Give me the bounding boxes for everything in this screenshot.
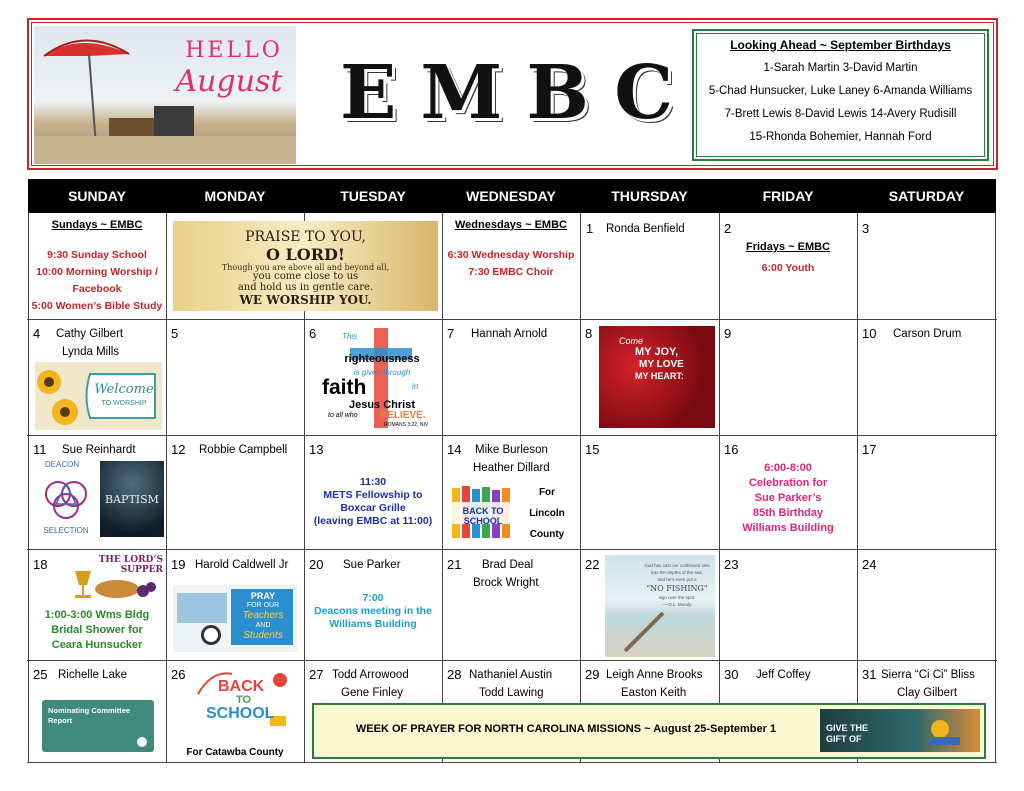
grid-line xyxy=(166,213,167,762)
grid-line xyxy=(857,213,858,762)
birthday-name: Nathaniel Austin xyxy=(469,669,553,681)
event-line: Deacons meeting in the xyxy=(314,605,432,617)
day-number: 7 xyxy=(447,326,455,341)
pray-line: Students xyxy=(243,630,283,641)
welcome-image xyxy=(35,362,162,430)
grid-line xyxy=(27,435,997,436)
day-number: 24 xyxy=(862,557,877,572)
birthday-name: Richelle Lake xyxy=(58,669,128,681)
missions-offering-line: GIVE THE xyxy=(826,723,869,733)
friday-schedule-line: 6:00 Youth xyxy=(761,262,815,274)
event-line: For xyxy=(538,487,556,498)
praise-line: O LORD! xyxy=(266,245,345,264)
pray-line: AND xyxy=(255,622,271,629)
birthday-name: Hannah Arnold xyxy=(471,328,548,340)
day-header-saturday: SATURDAY xyxy=(857,179,996,213)
event-line: 1:00-3:00 Wms Bldg xyxy=(44,609,150,621)
day-number: 17 xyxy=(862,442,877,457)
day-number: 28 xyxy=(447,667,462,682)
sunday-schedule-line: 10:00 Morning Worship / xyxy=(36,266,158,278)
lords-supper-image xyxy=(57,555,163,605)
day-number: 4 xyxy=(33,326,41,341)
roses-image xyxy=(599,326,715,428)
praise-line: Though you are above all and beyond all, xyxy=(221,263,390,272)
august-text: August xyxy=(175,64,283,99)
event-line: Williams Building xyxy=(742,522,834,534)
day-number: 15 xyxy=(585,442,600,457)
day-number: 13 xyxy=(309,442,324,457)
birthday-name: Gene Finley xyxy=(341,687,404,699)
birthday-name: Brock Wright xyxy=(473,577,539,589)
day-number: 23 xyxy=(724,557,739,572)
birthday-name: Todd Lawing xyxy=(479,687,544,699)
praise-line: you come close to us xyxy=(252,271,359,282)
wednesday-schedule-line: 6:30 Wednesday Worship xyxy=(447,249,575,261)
no-fishing-line: into the depths of the sea, xyxy=(651,570,703,575)
grid-line xyxy=(995,213,996,762)
faith-line: righteousness xyxy=(344,353,420,365)
day-number: 9 xyxy=(724,326,732,341)
day-number: 29 xyxy=(585,667,600,682)
event-line: (leaving EMBC at 11:00) xyxy=(313,515,433,527)
nominating-committee-image xyxy=(42,700,154,752)
baptism-image xyxy=(100,461,164,537)
day-number: 3 xyxy=(862,221,870,236)
sunday-schedule-line: Facebook xyxy=(72,283,122,295)
day-number: 31 xyxy=(862,667,877,682)
day-number: 12 xyxy=(171,442,186,457)
birthday-name: Easton Keith xyxy=(621,687,687,699)
birthday-name: Jeff Coffey xyxy=(756,669,811,681)
sunday-schedule-line: 5:00 Women’s Bible Study xyxy=(31,300,163,312)
day-number: 14 xyxy=(447,442,462,457)
pray-line: Teachers xyxy=(242,610,284,621)
praise-line: WE WORSHIP YOU. xyxy=(239,293,372,307)
event-line: METS Fellowship to xyxy=(323,489,423,501)
faith-line: BELIEVE. xyxy=(380,410,426,421)
birthday-line: 15-Rhonda Bohemier, Hannah Ford xyxy=(749,131,932,143)
welcome-sub-text: TO WORSHIP xyxy=(101,400,147,407)
day-number: 18 xyxy=(33,557,48,572)
event-line: Bridal Shower for xyxy=(51,624,143,636)
birthday-name: Leigh Anne Brooks xyxy=(606,669,703,681)
day-number: 6 xyxy=(309,326,317,341)
day-number: 10 xyxy=(862,326,877,341)
day-number: 26 xyxy=(171,667,186,682)
faith-line: to all who xyxy=(328,412,358,419)
pray-line: PRAY xyxy=(250,591,276,601)
grid-line xyxy=(28,213,29,762)
day-number: 19 xyxy=(171,557,186,572)
welcome-text: Welcome xyxy=(94,382,154,397)
pray-for-teachers-image xyxy=(173,585,297,652)
day-header-monday: MONDAY xyxy=(166,179,304,213)
event-line: Ceara Hunsucker xyxy=(51,639,143,651)
event-line: For Catawba County xyxy=(186,747,284,758)
no-fishing-line: "NO FISHING" xyxy=(646,584,708,593)
event-line: Lincoln xyxy=(529,508,565,519)
praise-line: and hold us in gentle care. xyxy=(237,282,374,293)
day-number: 20 xyxy=(309,557,324,572)
birthday-name: Sue Parker xyxy=(343,559,401,571)
praise-line: PRAISE TO YOU, xyxy=(245,229,366,245)
no-fishing-image xyxy=(605,555,715,657)
no-fishing-line: sign over the spot. xyxy=(658,595,696,600)
grid-line xyxy=(27,660,997,661)
deacon-text: DEACON xyxy=(44,460,80,469)
event-line: 11:30 xyxy=(359,476,387,488)
faith-line: Jesus Christ xyxy=(348,399,416,411)
event-line: 6:00-8:00 xyxy=(764,462,812,474)
nominating-committee-text: Nominating Committee Report xyxy=(48,706,131,725)
faith-image xyxy=(322,326,439,430)
day-number: 21 xyxy=(447,557,462,572)
day-number: 1 xyxy=(586,221,594,236)
day-number: 8 xyxy=(585,326,593,341)
birthday-name: Cathy Gilbert xyxy=(56,328,124,340)
birthday-line: 1-Sarah Martin 3-David Martin xyxy=(763,62,918,74)
birthday-name: Todd Arrowood xyxy=(332,669,409,681)
praise-image xyxy=(173,221,438,311)
back-to-school-text: BACK TO SCHOOL xyxy=(462,506,504,526)
selection-text: SELECTION xyxy=(43,526,89,535)
deacon-selection-image xyxy=(36,458,96,538)
missions-offering-line: GIFT OF xyxy=(826,734,862,744)
grid-line xyxy=(27,549,997,550)
faith-line: faith xyxy=(322,376,367,399)
wednesday-schedule-line: 7:30 EMBC Choir xyxy=(468,266,554,278)
birthdays-heading: Looking Ahead ~ September Birthdays xyxy=(730,38,951,52)
day-header-sunday: SUNDAY xyxy=(28,179,166,213)
event-line: County xyxy=(529,529,565,540)
grid-line xyxy=(442,213,443,762)
roses-line: MY JOY, xyxy=(635,346,679,358)
sunday-schedule-line: 9:30 Sunday School xyxy=(47,249,147,261)
sundays-heading: Sundays ~ EMBC xyxy=(51,219,143,231)
event-line: Williams Building xyxy=(329,618,417,630)
page-title: EMBC xyxy=(340,50,698,136)
grid-line xyxy=(580,213,581,762)
hello-text: HELLO xyxy=(185,38,283,63)
birthday-name: Harold Caldwell Jr xyxy=(195,559,289,571)
birthday-line: 5-Chad Hunsucker, Luke Laney 6-Amanda Williams xyxy=(708,85,973,97)
day-number: 25 xyxy=(33,667,48,682)
birthday-name: Robbie Campbell xyxy=(199,444,288,456)
birthday-name: Sue Reinhardt xyxy=(62,444,136,456)
event-line: 7:00 xyxy=(362,592,384,604)
day-number: 30 xyxy=(724,667,739,682)
back-to-school-image xyxy=(450,484,516,542)
day-header-tuesday: TUESDAY xyxy=(304,179,442,213)
day-number: 2 xyxy=(724,221,732,236)
lords-supper-text: THE LORD’S SUPPER xyxy=(98,555,163,575)
birthday-name: Heather Dillard xyxy=(473,462,550,474)
bts-line: TO xyxy=(236,694,252,706)
bts-line: SCHOOL xyxy=(206,705,275,722)
birthday-name: Ronda Benfield xyxy=(606,223,685,235)
day-header-wednesday: WEDNESDAY xyxy=(442,179,580,213)
birthday-name: Carson Drum xyxy=(893,328,962,340)
birthday-name: Brad Deal xyxy=(482,559,534,571)
hello-august-image xyxy=(34,26,296,164)
wednesdays-heading: Wednesdays ~ EMBC xyxy=(455,219,567,231)
day-header-thursday: THURSDAY xyxy=(580,179,719,213)
birthday-name: Clay Gilbert xyxy=(897,687,958,699)
faith-line: This xyxy=(342,332,358,341)
missions-offering-image xyxy=(820,709,980,752)
faith-line: is given through xyxy=(353,368,411,377)
roses-line: Come xyxy=(619,336,644,346)
event-line: Celebration for xyxy=(748,477,828,489)
baptism-text: BAPTISM xyxy=(105,493,159,506)
event-line: Boxcar Grille xyxy=(340,502,406,514)
day-number: 22 xyxy=(585,557,600,572)
day-header-friday: FRIDAY xyxy=(719,179,857,213)
roses-line: MY HEART: xyxy=(635,371,684,381)
fridays-heading: Fridays ~ EMBC xyxy=(745,241,831,253)
event-line: 85th Birthday xyxy=(752,507,824,519)
no-fishing-line: — D.L. Moody xyxy=(662,602,692,607)
grid-line xyxy=(27,319,997,320)
bts-line: BACK xyxy=(218,678,265,695)
faith-line: in xyxy=(412,382,419,391)
day-number: 5 xyxy=(171,326,179,341)
birthday-name: Mike Burleson xyxy=(475,444,548,456)
back-to-school-image xyxy=(192,664,296,736)
birthday-name: Lynda Mills xyxy=(62,346,120,358)
day-number: 16 xyxy=(724,442,739,457)
faith-line: ROMANS 3:22, NIV xyxy=(384,422,429,428)
birthday-line: 7-Brett Lewis 8-David Lewis 14-Avery Rudisill xyxy=(724,108,957,120)
grid-line xyxy=(27,762,997,763)
day-number: 11 xyxy=(33,442,47,457)
pray-line: FOR OUR xyxy=(246,602,280,609)
no-fishing-line: and he's even put a xyxy=(657,577,697,582)
missions-banner-text: WEEK OF PRAYER FOR NORTH CAROLINA MISSIONS ~ August 25-September 1 xyxy=(355,723,777,735)
roses-line: MY LOVE xyxy=(639,359,684,370)
no-fishing-line: God has cast our confessed sins xyxy=(644,563,710,568)
event-line: Sue Parker’s xyxy=(754,492,822,504)
day-number: 27 xyxy=(309,667,324,682)
birthday-name: Sierra “Ci Ci” Bliss xyxy=(881,669,975,681)
